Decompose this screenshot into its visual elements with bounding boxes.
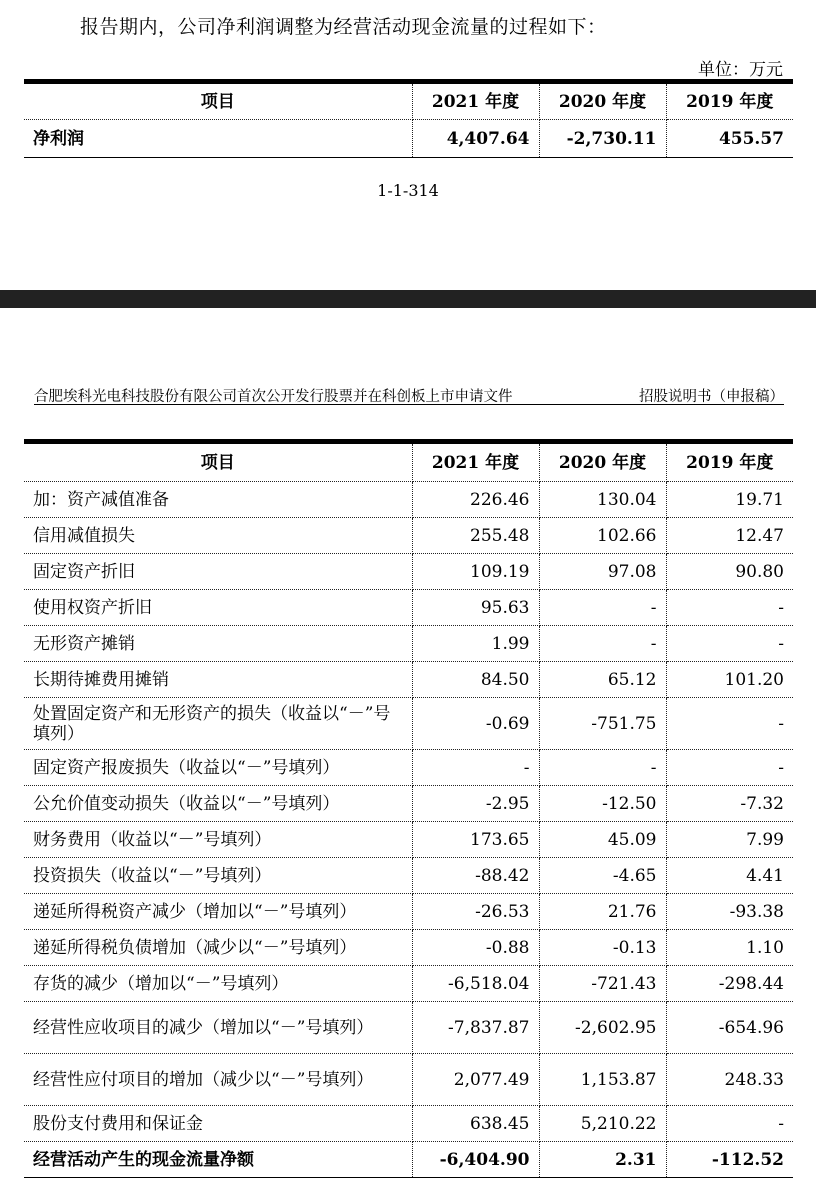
net-profit-table xyxy=(24,79,793,158)
row-item: 信用减值损失 xyxy=(24,518,412,554)
value-2019: - xyxy=(666,1106,793,1142)
value-2020: -2,602.95 xyxy=(539,1002,666,1054)
value-2020: -751.75 xyxy=(539,698,666,750)
row-item: 股份支付费用和保证金 xyxy=(24,1106,412,1142)
value-2021: 2,077.49 xyxy=(412,1054,539,1106)
intro-text: 报告期内，公司净利润调整为经营活动现金流量的过程如下： xyxy=(80,16,607,38)
header-2021: 2021 年度 xyxy=(412,82,539,120)
table-row xyxy=(24,482,793,518)
value-2020: -2,730.11 xyxy=(539,120,666,158)
table-row xyxy=(24,590,793,626)
row-item: 使用权资产折旧 xyxy=(24,590,412,626)
value-2020: -721.43 xyxy=(539,966,666,1002)
value-2020: -12.50 xyxy=(539,786,666,822)
row-item: 经营活动产生的现金流量净额 xyxy=(24,1142,412,1178)
row-item: 加：资产减值准备 xyxy=(24,482,412,518)
value-2019: -298.44 xyxy=(666,966,793,1002)
value-2019: 90.80 xyxy=(666,554,793,590)
page-break-bar xyxy=(0,290,816,308)
value-2019: 4.41 xyxy=(666,858,793,894)
value-2021: -6,404.90 xyxy=(412,1142,539,1178)
table-row xyxy=(24,750,793,786)
value-2020: 45.09 xyxy=(539,822,666,858)
value-2020: 97.08 xyxy=(539,554,666,590)
value-2020: 65.12 xyxy=(539,662,666,698)
header-2020: 2020 年度 xyxy=(539,442,666,482)
cashflow-adjustment-table xyxy=(24,439,793,1178)
header-company-doc: 合肥埃科光电科技股份有限公司首次公开发行股票并在科创板上市申请文件 xyxy=(34,389,513,405)
row-item: 净利润 xyxy=(24,120,412,158)
value-2021: 95.63 xyxy=(412,590,539,626)
header-item: 项目 xyxy=(24,442,412,482)
table-row xyxy=(24,1106,793,1142)
value-2019: - xyxy=(666,750,793,786)
row-item: 公允价值变动损失（收益以“－”号填列） xyxy=(24,786,412,822)
value-2021: -6,518.04 xyxy=(412,966,539,1002)
value-2021: -2.95 xyxy=(412,786,539,822)
value-2019: - xyxy=(666,698,793,750)
header-2019: 2019 年度 xyxy=(666,442,793,482)
value-2019: 12.47 xyxy=(666,518,793,554)
value-2021: 173.65 xyxy=(412,822,539,858)
value-2020: 1,153.87 xyxy=(539,1054,666,1106)
value-2020: 2.31 xyxy=(539,1142,666,1178)
value-2019: -654.96 xyxy=(666,1002,793,1054)
value-2021: - xyxy=(412,750,539,786)
value-2021: 638.45 xyxy=(412,1106,539,1142)
value-2019: - xyxy=(666,590,793,626)
row-item: 处置固定资产和无形资产的损失（收益以“－”号填列） xyxy=(24,698,412,750)
table-row xyxy=(24,554,793,590)
table-header-row xyxy=(24,82,793,120)
table-row xyxy=(24,698,793,750)
row-item: 存货的减少（增加以“－”号填列） xyxy=(24,966,412,1002)
value-2021: -88.42 xyxy=(412,858,539,894)
header-doc-type: 招股说明书（申报稿） xyxy=(639,389,784,405)
value-2021: -0.88 xyxy=(412,930,539,966)
value-2019: -112.52 xyxy=(666,1142,793,1178)
page-number: 1-1-314 xyxy=(377,181,439,200)
value-2020: 130.04 xyxy=(539,482,666,518)
value-2020: - xyxy=(539,590,666,626)
value-2021: 84.50 xyxy=(412,662,539,698)
row-item: 长期待摊费用摊销 xyxy=(24,662,412,698)
value-2020: -0.13 xyxy=(539,930,666,966)
row-item: 无形资产摊销 xyxy=(24,626,412,662)
row-item: 固定资产折旧 xyxy=(24,554,412,590)
value-2019: - xyxy=(666,626,793,662)
table-header-row xyxy=(24,442,793,482)
value-2020: -4.65 xyxy=(539,858,666,894)
value-2019: 101.20 xyxy=(666,662,793,698)
table-row xyxy=(24,626,793,662)
row-item: 投资损失（收益以“－”号填列） xyxy=(24,858,412,894)
table-row xyxy=(24,930,793,966)
value-2021: 1.99 xyxy=(412,626,539,662)
value-2020: 102.66 xyxy=(539,518,666,554)
value-2019: 455.57 xyxy=(666,120,793,158)
table-row xyxy=(24,894,793,930)
row-item: 固定资产报废损失（收益以“－”号填列） xyxy=(24,750,412,786)
value-2019: 19.71 xyxy=(666,482,793,518)
running-header xyxy=(34,385,784,405)
value-2021: -0.69 xyxy=(412,698,539,750)
value-2021: 109.19 xyxy=(412,554,539,590)
header-2019: 2019 年度 xyxy=(666,82,793,120)
table-row xyxy=(24,822,793,858)
row-item: 经营性应收项目的减少（增加以“－”号填列） xyxy=(24,1002,412,1054)
table-row xyxy=(24,1002,793,1054)
value-2021: 226.46 xyxy=(412,482,539,518)
table-row xyxy=(24,120,793,158)
table-row xyxy=(24,662,793,698)
table-row xyxy=(24,966,793,1002)
row-item: 经营性应付项目的增加（减少以“－”号填列） xyxy=(24,1054,412,1106)
value-2020: - xyxy=(539,626,666,662)
row-item: 递延所得税负债增加（减少以“－”号填列） xyxy=(24,930,412,966)
header-2020: 2020 年度 xyxy=(539,82,666,120)
value-2020: 5,210.22 xyxy=(539,1106,666,1142)
value-2021: 4,407.64 xyxy=(412,120,539,158)
value-2019: -7.32 xyxy=(666,786,793,822)
table-row-total xyxy=(24,1142,793,1178)
table-row xyxy=(24,858,793,894)
value-2019: 1.10 xyxy=(666,930,793,966)
value-2021: -26.53 xyxy=(412,894,539,930)
header-2021: 2021 年度 xyxy=(412,442,539,482)
value-2020: - xyxy=(539,750,666,786)
row-item: 递延所得税资产减少（增加以“－”号填列） xyxy=(24,894,412,930)
table-row xyxy=(24,518,793,554)
table-row xyxy=(24,1054,793,1106)
table-row xyxy=(24,786,793,822)
row-item: 财务费用（收益以“－”号填列） xyxy=(24,822,412,858)
header-item: 项目 xyxy=(24,82,412,120)
unit-label: 单位：万元 xyxy=(698,60,783,80)
value-2019: 7.99 xyxy=(666,822,793,858)
value-2019: 248.33 xyxy=(666,1054,793,1106)
value-2021: -7,837.87 xyxy=(412,1002,539,1054)
value-2019: -93.38 xyxy=(666,894,793,930)
value-2020: 21.76 xyxy=(539,894,666,930)
value-2021: 255.48 xyxy=(412,518,539,554)
